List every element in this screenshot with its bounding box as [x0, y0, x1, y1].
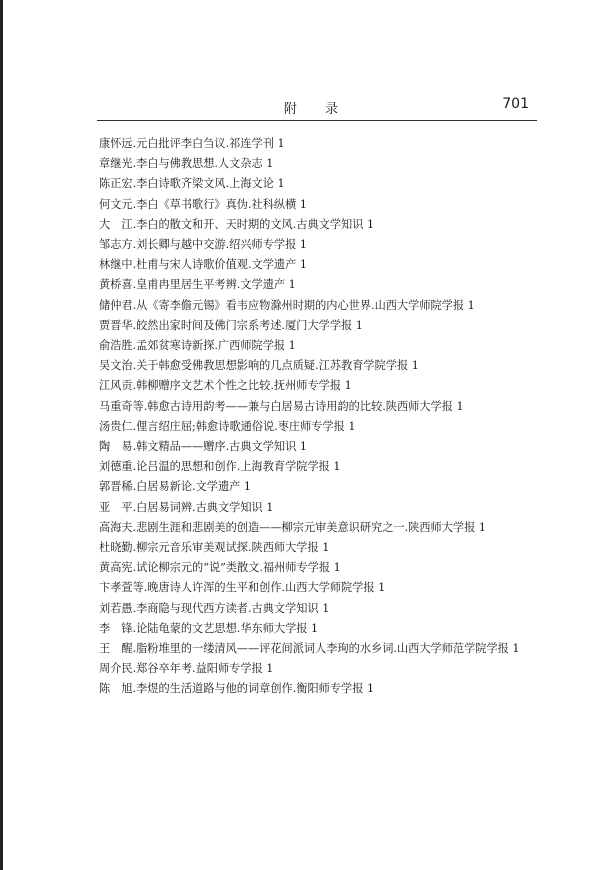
bibliography-entry [99, 417, 539, 437]
entry-text: 郭晋稀.白居易新论.文学遗产 1 [99, 480, 252, 494]
bibliography-entry [99, 498, 539, 518]
entry-text: 刘德重.论吕温的思想和创作.上海教育学院学报 1 [99, 460, 341, 474]
entry-text: 邹志方.刘长卿与越中交游.绍兴师专学报 1 [99, 238, 307, 252]
bibliography-entry [99, 316, 539, 336]
entry-text: 亚 平.白居易词辨.古典文学知识 1 [99, 500, 274, 514]
entry-text: 高海夫.悲剧生涯和悲剧美的创造——柳宗元审美意识研究之一.陕西师大学报 1 [99, 520, 486, 534]
header-rule [97, 120, 537, 121]
bibliography-entry [99, 154, 539, 174]
bibliography-entry [99, 558, 539, 578]
entry-text: 康怀远.元白批评李白刍议.祁连学刊 1 [99, 137, 285, 150]
bibliography-entry [99, 397, 539, 417]
entry-text: 陶 易.韩文精品——赠序.古典文学知识 1 [99, 440, 307, 454]
bibliography-entry [99, 174, 539, 194]
bibliography-entry [99, 336, 539, 356]
entry-text: 李 锋.论陆龟蒙的文艺思想.华东师大学报 1 [99, 621, 319, 635]
entry-text: 章继光.李白与佛教思想.人文杂志 1 [99, 157, 274, 171]
bibliography-entry [99, 518, 539, 538]
entry-text: 周介民.郑谷卒年考.益阳师专学报 1 [99, 662, 274, 676]
bibliography-entry [99, 356, 539, 376]
bibliography-entry [99, 255, 539, 275]
entry-text: 林继中.杜甫与宋人诗歌价值观.文学遗产 1 [99, 258, 307, 272]
entry-text: 马重奇等.韩愈古诗用韵考——兼与白居易古诗用韵的比较.陕西师大学报 1 [99, 399, 464, 413]
bibliography-entry [99, 639, 539, 659]
entry-text: 卞孝萱等.晚唐诗人许浑的生平和创作.山西大学师院学报 1 [99, 581, 386, 595]
entry-text: 俞浩胜.孟郊贫寒诗新探.广西师院学报 1 [99, 339, 296, 353]
page-number: 701 [502, 96, 529, 112]
entry-text: 汤贵仁.俚言绍庄屈;韩愈诗歌通俗说.枣庄师专学报 1 [99, 419, 356, 433]
entry-text: 大 江.李白的散文和开、天时期的文风.古典文学知识 1 [99, 217, 375, 231]
bibliography-entry [99, 538, 539, 558]
bibliography-entry [99, 235, 539, 255]
bibliography-entry [99, 477, 539, 497]
bibliography-entry [99, 195, 539, 215]
entry-text: 贾晋华.皎然出家时间及佛门宗系考述.厦门大学学报 1 [99, 318, 363, 332]
entry-text: 陈 旭.李煜的生活道路与他的词章创作.衡阳师专学报 1 [99, 682, 375, 696]
bibliography-entry [99, 599, 539, 619]
bibliography-entry [99, 296, 539, 316]
bibliography-entry [99, 275, 539, 295]
entry-text: 吴文治.关于韩愈受佛教思想影响的几点质疑.江苏教育学院学报 1 [99, 359, 419, 373]
entry-text: 王 醒.脂粉堆里的一缕清风——评花间派词人李珣的水乡词.山西大学师范学院学报 1 [99, 642, 520, 656]
entry-text: 陈正宏.李白诗歌齐梁文风.上海文论 1 [99, 177, 285, 191]
bibliography-entry [99, 659, 539, 679]
running-title: 附 录 [283, 102, 351, 117]
bibliography-list [99, 134, 539, 700]
bibliography-entry [99, 679, 539, 699]
entry-text: 储仲君.从《寄李儋元锡》看韦应物滁州时期的内心世界.山西大学师院学报 1 [99, 298, 475, 312]
bibliography-entry [99, 619, 539, 639]
entry-text: 何文元.李白《草书歌行》真伪.社科纵横 1 [99, 197, 307, 211]
entry-text: 江风贡.韩柳赠序文艺术个性之比较.抚州师专学报 1 [99, 379, 352, 393]
page-header [97, 96, 537, 116]
entry-text: 刘若愚.李商隐与现代西方读者.古典文学知识 1 [99, 601, 330, 615]
entry-text: 杜晓勤.柳宗元音乐审美观试探.陕西师大学报 1 [99, 541, 330, 555]
bibliography-entry [99, 134, 539, 154]
bibliography-entry [99, 376, 539, 396]
bibliography-entry [99, 437, 539, 457]
entry-text: 黄高宪.试论柳宗元的“说”类散文.福州师专学报 1 [99, 561, 341, 575]
bibliography-entry [99, 578, 539, 598]
bibliography-entry [99, 215, 539, 235]
entry-text: 黄桥喜.皇甫冉里居生平考辨.文学遗产 1 [99, 278, 296, 292]
bibliography-entry [99, 457, 539, 477]
